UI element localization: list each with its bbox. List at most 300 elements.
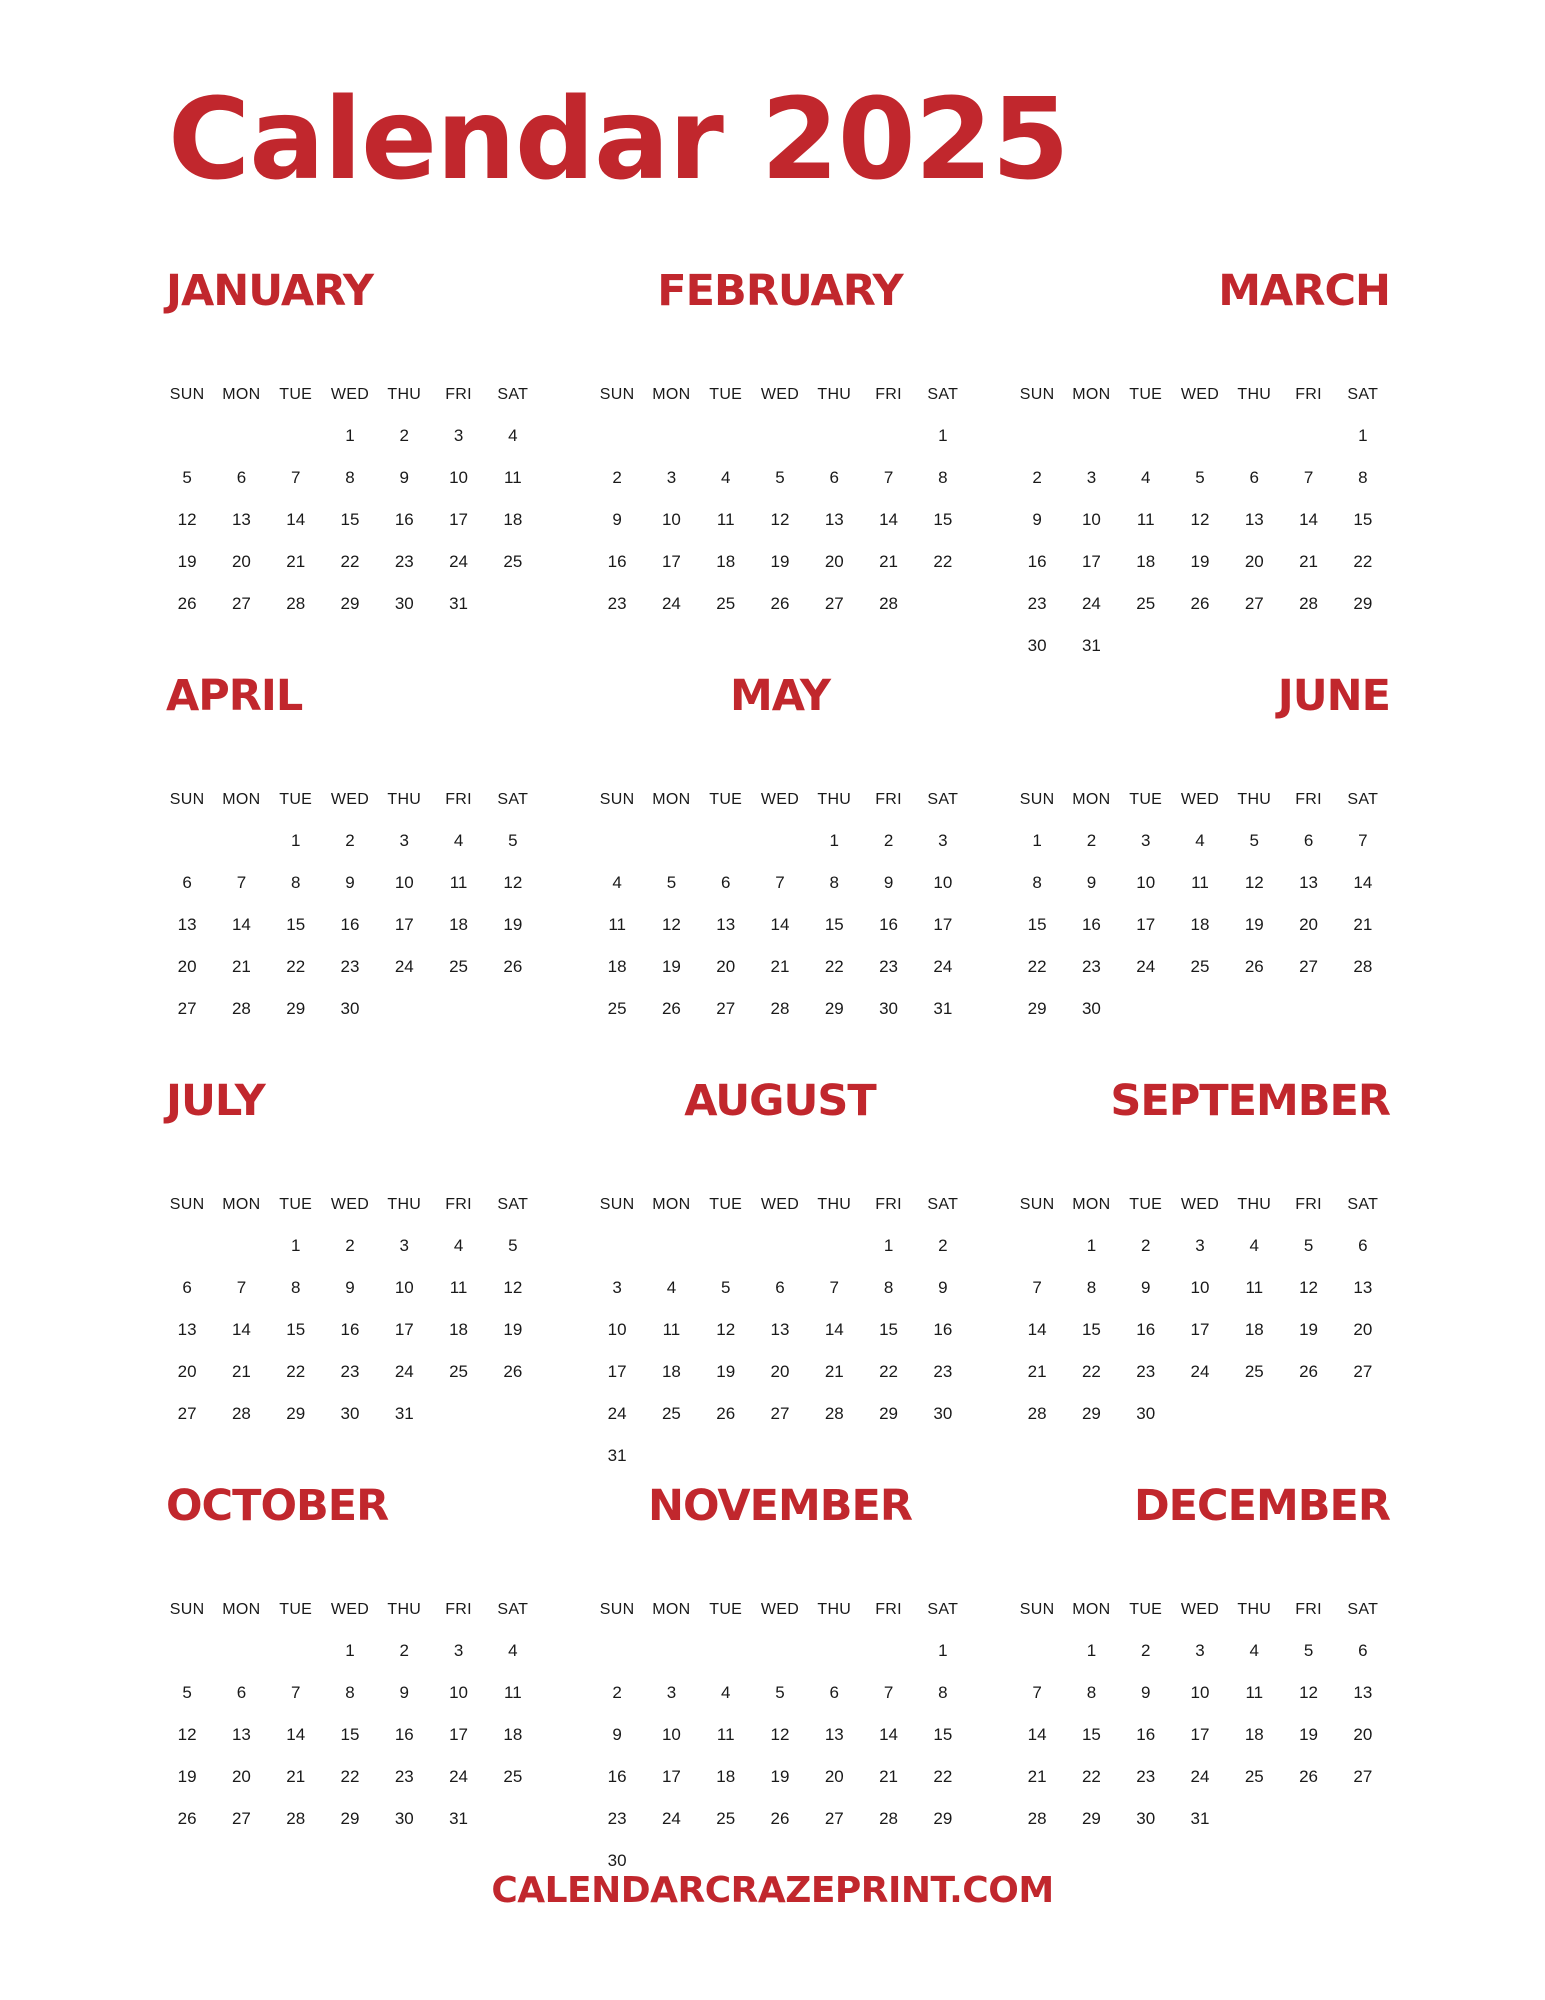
day-cell: 26 bbox=[503, 1362, 523, 1381]
weekday-header: SAT bbox=[497, 791, 529, 808]
day-cell: 15 bbox=[340, 1725, 360, 1744]
day-cell: 23 bbox=[340, 957, 360, 976]
month-name: AUGUST bbox=[684, 1076, 876, 1126]
day-cell: 9 bbox=[1032, 510, 1042, 529]
day-cell: 2 bbox=[612, 468, 622, 487]
weekday-header: THU bbox=[817, 791, 852, 808]
day-cell: 1 bbox=[345, 1641, 355, 1660]
weekday-header: FRI bbox=[1295, 1601, 1322, 1618]
day-cell: 2 bbox=[345, 831, 355, 850]
day-cell: 10 bbox=[1136, 873, 1156, 892]
day-cell: 17 bbox=[1136, 915, 1156, 934]
day-cell: 1 bbox=[883, 1236, 894, 1255]
day-cell: 4 bbox=[1249, 1641, 1260, 1660]
weekday-header: WED bbox=[1180, 1196, 1220, 1213]
day-cell: 27 bbox=[1353, 1362, 1373, 1381]
month-name: MAY bbox=[729, 671, 831, 721]
day-cell: 14 bbox=[1353, 873, 1373, 892]
day-cell: 10 bbox=[933, 873, 953, 892]
day-cell: 1 bbox=[290, 831, 301, 850]
month-name: JUNE bbox=[1277, 671, 1390, 721]
weekday-header: MON bbox=[652, 791, 691, 808]
day-cell: 15 bbox=[340, 510, 360, 529]
day-cell: 8 bbox=[829, 873, 840, 892]
day-cell: 16 bbox=[933, 1320, 953, 1339]
day-cell: 7 bbox=[1032, 1683, 1042, 1702]
day-cell: 20 bbox=[824, 552, 844, 571]
day-cell: 4 bbox=[453, 1236, 464, 1255]
day-cell: 31 bbox=[933, 999, 953, 1018]
day-cell: 19 bbox=[1244, 915, 1264, 934]
weekday-header: MON bbox=[1072, 1601, 1111, 1618]
day-cell: 30 bbox=[879, 999, 899, 1018]
weekday-header: FRI bbox=[1295, 791, 1322, 808]
day-cell: 5 bbox=[1195, 468, 1205, 487]
day-cell: 25 bbox=[449, 1362, 469, 1381]
weekday-header: FRI bbox=[875, 386, 902, 403]
day-cell: 22 bbox=[1027, 957, 1047, 976]
month-name: JULY bbox=[166, 1076, 265, 1126]
weekday-header: SUN bbox=[599, 1196, 635, 1213]
day-cell: 14 bbox=[824, 1320, 844, 1339]
day-cell: 12 bbox=[503, 873, 523, 892]
day-cell: 23 bbox=[1136, 1767, 1156, 1786]
day-cell: 12 bbox=[1190, 510, 1210, 529]
month-grid bbox=[160, 1185, 540, 1435]
weekday-header: SAT bbox=[497, 386, 529, 403]
day-cell: 10 bbox=[394, 1278, 414, 1297]
day-cell: 28 bbox=[1027, 1404, 1047, 1423]
day-cell: 29 bbox=[1353, 594, 1373, 613]
day-cell: 26 bbox=[661, 999, 681, 1018]
day-cell: 2 bbox=[1140, 1641, 1151, 1660]
day-cell: 12 bbox=[503, 1278, 523, 1297]
day-cell: 6 bbox=[182, 1278, 192, 1297]
day-cell: 28 bbox=[231, 1404, 251, 1423]
day-cell: 24 bbox=[607, 1404, 627, 1423]
weekday-header: THU bbox=[1237, 791, 1272, 808]
month-grid bbox=[1010, 1185, 1390, 1435]
day-cell: 15 bbox=[1027, 915, 1047, 934]
day-cell: 5 bbox=[182, 1683, 192, 1702]
weekday-header: SUN bbox=[1019, 1601, 1055, 1618]
weekday-header: SAT bbox=[927, 1601, 959, 1618]
weekday-header: THU bbox=[387, 791, 422, 808]
day-cell: 4 bbox=[508, 426, 518, 445]
day-cell: 8 bbox=[290, 873, 301, 892]
weekday-header: FRI bbox=[875, 1196, 902, 1213]
day-cell: 5 bbox=[182, 468, 192, 487]
day-cell: 15 bbox=[933, 510, 953, 529]
day-cell: 27 bbox=[824, 594, 844, 613]
month-name: DECEMBER bbox=[1133, 1481, 1390, 1531]
weekday-header: THU bbox=[817, 386, 852, 403]
day-cell: 5 bbox=[775, 1683, 785, 1702]
day-cell: 13 bbox=[770, 1320, 790, 1339]
day-cell: 21 bbox=[1027, 1767, 1047, 1786]
day-cell: 24 bbox=[1190, 1362, 1210, 1381]
day-cell: 29 bbox=[1027, 999, 1047, 1018]
day-cell: 31 bbox=[394, 1404, 414, 1423]
day-cell: 23 bbox=[394, 552, 414, 571]
day-cell: 28 bbox=[286, 594, 306, 613]
day-cell: 11 bbox=[608, 915, 626, 934]
day-cell: 7 bbox=[290, 468, 301, 487]
day-cell: 15 bbox=[1081, 1320, 1101, 1339]
weekday-header: SAT bbox=[497, 1601, 529, 1618]
day-cell: 18 bbox=[449, 915, 469, 934]
day-cell: 3 bbox=[612, 1278, 622, 1297]
day-cell: 17 bbox=[394, 915, 414, 934]
day-cell: 13 bbox=[177, 1320, 197, 1339]
day-cell: 22 bbox=[933, 1767, 953, 1786]
day-cell: 15 bbox=[286, 1320, 306, 1339]
day-cell: 20 bbox=[1353, 1725, 1373, 1744]
weekday-header: SUN bbox=[169, 386, 205, 403]
weekday-header: MON bbox=[652, 1601, 691, 1618]
day-cell: 23 bbox=[879, 957, 899, 976]
weekday-header: TUE bbox=[1129, 1196, 1163, 1213]
weekday-header: WED bbox=[760, 1601, 800, 1618]
day-cell: 5 bbox=[775, 468, 785, 487]
day-cell: 30 bbox=[1081, 999, 1101, 1018]
day-cell: 18 bbox=[1244, 1320, 1264, 1339]
day-cell: 2 bbox=[612, 1683, 622, 1702]
day-cell: 15 bbox=[824, 915, 844, 934]
day-cell: 25 bbox=[1244, 1362, 1264, 1381]
day-cell: 7 bbox=[1032, 1278, 1042, 1297]
day-cell: 19 bbox=[716, 1362, 736, 1381]
day-cell: 16 bbox=[879, 915, 899, 934]
weekday-header: MON bbox=[1072, 1196, 1111, 1213]
day-cell: 22 bbox=[1353, 552, 1373, 571]
day-cell: 27 bbox=[231, 1809, 251, 1828]
day-cell: 18 bbox=[1190, 915, 1210, 934]
day-cell: 21 bbox=[1299, 552, 1319, 571]
day-cell: 3 bbox=[453, 426, 464, 445]
day-cell: 25 bbox=[449, 957, 469, 976]
weekday-header: WED bbox=[760, 791, 800, 808]
day-cell: 26 bbox=[1190, 594, 1210, 613]
day-cell: 12 bbox=[1299, 1278, 1319, 1297]
day-cell: 29 bbox=[286, 999, 306, 1018]
day-cell: 2 bbox=[938, 1236, 948, 1255]
day-cell: 5 bbox=[1303, 1641, 1314, 1660]
day-cell: 13 bbox=[1244, 510, 1264, 529]
day-cell: 1 bbox=[345, 426, 355, 445]
day-cell: 30 bbox=[340, 999, 360, 1018]
weekday-header: SAT bbox=[927, 1196, 959, 1213]
day-cell: 11 bbox=[449, 873, 468, 892]
weekday-header: TUE bbox=[709, 791, 743, 808]
day-cell: 27 bbox=[1353, 1767, 1373, 1786]
day-cell: 16 bbox=[607, 552, 627, 571]
month-grid bbox=[590, 1590, 970, 1882]
day-cell: 16 bbox=[340, 1320, 360, 1339]
day-cell: 7 bbox=[883, 468, 894, 487]
day-cell: 30 bbox=[607, 1851, 627, 1870]
day-cell: 19 bbox=[661, 957, 681, 976]
month-november bbox=[590, 1481, 970, 1870]
weekday-header: SAT bbox=[927, 386, 959, 403]
day-cell: 12 bbox=[177, 510, 197, 529]
day-cell: 17 bbox=[933, 915, 953, 934]
day-cell: 26 bbox=[1299, 1362, 1319, 1381]
day-cell: 19 bbox=[503, 915, 523, 934]
day-cell: 18 bbox=[607, 957, 627, 976]
day-cell: 1 bbox=[1086, 1236, 1097, 1255]
day-cell: 24 bbox=[1136, 957, 1156, 976]
day-cell: 30 bbox=[1027, 636, 1047, 655]
day-cell: 31 bbox=[1081, 636, 1101, 655]
day-cell: 22 bbox=[824, 957, 844, 976]
day-cell: 12 bbox=[177, 1725, 197, 1744]
day-cell: 7 bbox=[775, 873, 785, 892]
day-cell: 1 bbox=[829, 831, 840, 850]
weekday-header: FRI bbox=[1295, 386, 1322, 403]
day-cell: 12 bbox=[1299, 1683, 1319, 1702]
day-cell: 4 bbox=[453, 831, 464, 850]
day-cell: 28 bbox=[879, 1809, 899, 1828]
day-cell: 23 bbox=[1081, 957, 1101, 976]
weekday-header: SAT bbox=[1347, 791, 1379, 808]
day-cell: 29 bbox=[1081, 1809, 1101, 1828]
day-cell: 5 bbox=[720, 1278, 731, 1297]
month-september bbox=[1010, 1076, 1390, 1423]
day-cell: 28 bbox=[1027, 1809, 1047, 1828]
weekday-header: MON bbox=[222, 1601, 261, 1618]
day-cell: 11 bbox=[716, 510, 735, 529]
day-cell: 17 bbox=[607, 1362, 627, 1381]
day-cell: 23 bbox=[607, 594, 627, 613]
weekday-header: MON bbox=[1072, 791, 1111, 808]
day-cell: 7 bbox=[1303, 468, 1314, 487]
day-cell: 12 bbox=[770, 510, 790, 529]
day-cell: 1 bbox=[1086, 1641, 1097, 1660]
weekday-header: THU bbox=[387, 386, 422, 403]
day-cell: 8 bbox=[345, 1683, 355, 1702]
day-cell: 17 bbox=[661, 552, 681, 571]
day-cell: 3 bbox=[453, 1641, 464, 1660]
month-january bbox=[160, 266, 540, 613]
day-cell: 3 bbox=[1195, 1236, 1205, 1255]
month-grid bbox=[1010, 780, 1390, 1030]
month-name: SEPTEMBER bbox=[1110, 1076, 1390, 1126]
month-december bbox=[1010, 1481, 1390, 1828]
weekday-header: TUE bbox=[279, 1601, 313, 1618]
day-cell: 10 bbox=[607, 1320, 627, 1339]
weekday-header: THU bbox=[1237, 386, 1272, 403]
day-cell: 4 bbox=[1249, 1236, 1260, 1255]
day-cell: 14 bbox=[770, 915, 790, 934]
day-cell: 6 bbox=[829, 1683, 840, 1702]
day-cell: 27 bbox=[177, 1404, 197, 1423]
day-cell: 21 bbox=[879, 1767, 899, 1786]
day-cell: 9 bbox=[345, 873, 355, 892]
day-cell: 6 bbox=[1303, 831, 1314, 850]
day-cell: 9 bbox=[345, 1278, 355, 1297]
day-cell: 3 bbox=[399, 831, 410, 850]
day-cell: 2 bbox=[1086, 831, 1097, 850]
month-april bbox=[160, 671, 540, 1018]
day-cell: 13 bbox=[824, 510, 844, 529]
month-july bbox=[160, 1076, 540, 1423]
day-cell: 22 bbox=[340, 552, 360, 571]
day-cell: 14 bbox=[1299, 510, 1319, 529]
weekday-header: MON bbox=[222, 791, 261, 808]
day-cell: 19 bbox=[1299, 1320, 1319, 1339]
day-cell: 14 bbox=[231, 915, 251, 934]
day-cell: 3 bbox=[666, 1683, 677, 1702]
month-march bbox=[1010, 266, 1390, 655]
day-cell: 14 bbox=[879, 510, 899, 529]
weekday-header: THU bbox=[387, 1601, 422, 1618]
month-name: NOVEMBER bbox=[647, 1481, 913, 1531]
day-cell: 21 bbox=[231, 1362, 251, 1381]
weekday-header: SUN bbox=[1019, 386, 1055, 403]
weekday-header: MON bbox=[222, 386, 261, 403]
day-cell: 18 bbox=[1136, 552, 1156, 571]
weekday-header: FRI bbox=[445, 386, 472, 403]
day-cell: 28 bbox=[770, 999, 790, 1018]
day-cell: 24 bbox=[394, 1362, 414, 1381]
day-cell: 25 bbox=[1190, 957, 1210, 976]
day-cell: 1 bbox=[938, 1641, 948, 1660]
day-cell: 26 bbox=[770, 1809, 790, 1828]
day-cell: 28 bbox=[231, 999, 251, 1018]
day-cell: 17 bbox=[661, 1767, 681, 1786]
day-cell: 9 bbox=[1140, 1683, 1151, 1702]
weekday-header: TUE bbox=[279, 1196, 313, 1213]
day-cell: 22 bbox=[286, 957, 306, 976]
month-grid bbox=[1010, 1590, 1390, 1840]
day-cell: 23 bbox=[394, 1767, 414, 1786]
weekday-header: TUE bbox=[1129, 1601, 1163, 1618]
weekday-header: TUE bbox=[709, 1196, 743, 1213]
day-cell: 27 bbox=[1299, 957, 1319, 976]
day-cell: 11 bbox=[1245, 1278, 1264, 1297]
day-cell: 14 bbox=[1027, 1725, 1047, 1744]
day-cell: 15 bbox=[879, 1320, 899, 1339]
day-cell: 17 bbox=[449, 1725, 469, 1744]
day-cell: 27 bbox=[824, 1809, 844, 1828]
weekday-header: WED bbox=[1180, 1601, 1220, 1618]
day-cell: 11 bbox=[504, 468, 522, 487]
month-june bbox=[1010, 671, 1390, 1018]
day-cell: 15 bbox=[286, 915, 306, 934]
day-cell: 26 bbox=[177, 1809, 197, 1828]
day-cell: 18 bbox=[661, 1362, 681, 1381]
weekday-header: TUE bbox=[279, 386, 313, 403]
weekday-header: SAT bbox=[1347, 1196, 1379, 1213]
day-cell: 17 bbox=[394, 1320, 414, 1339]
weekday-header: TUE bbox=[709, 1601, 743, 1618]
month-grid bbox=[1010, 375, 1390, 667]
day-cell: 4 bbox=[1140, 468, 1151, 487]
month-name: MARCH bbox=[1218, 266, 1390, 316]
month-grid bbox=[590, 780, 970, 1030]
weekday-header: SUN bbox=[1019, 791, 1055, 808]
day-cell: 25 bbox=[1136, 594, 1156, 613]
day-cell: 30 bbox=[394, 594, 414, 613]
day-cell: 18 bbox=[1244, 1725, 1264, 1744]
day-cell: 11 bbox=[662, 1320, 681, 1339]
day-cell: 16 bbox=[340, 915, 360, 934]
day-cell: 25 bbox=[716, 594, 736, 613]
weekday-header: TUE bbox=[1129, 386, 1163, 403]
month-february bbox=[590, 266, 970, 613]
day-cell: 20 bbox=[1244, 552, 1264, 571]
day-cell: 20 bbox=[770, 1362, 790, 1381]
day-cell: 3 bbox=[399, 1236, 410, 1255]
weekday-header: FRI bbox=[445, 791, 472, 808]
month-name: OCTOBER bbox=[166, 1481, 389, 1531]
day-cell: 18 bbox=[503, 1725, 523, 1744]
day-cell: 24 bbox=[394, 957, 414, 976]
day-cell: 12 bbox=[661, 915, 681, 934]
day-cell: 22 bbox=[933, 552, 953, 571]
day-cell: 19 bbox=[177, 1767, 197, 1786]
day-cell: 14 bbox=[231, 1320, 251, 1339]
day-cell: 26 bbox=[177, 594, 197, 613]
day-cell: 28 bbox=[824, 1404, 844, 1423]
day-cell: 3 bbox=[1140, 831, 1151, 850]
day-cell: 9 bbox=[1140, 1278, 1151, 1297]
day-cell: 24 bbox=[1190, 1767, 1210, 1786]
day-cell: 31 bbox=[449, 1809, 469, 1828]
day-cell: 8 bbox=[1358, 468, 1368, 487]
day-cell: 9 bbox=[938, 1278, 948, 1297]
day-cell: 27 bbox=[716, 999, 736, 1018]
day-cell: 22 bbox=[286, 1362, 306, 1381]
day-cell: 27 bbox=[1244, 594, 1264, 613]
day-cell: 19 bbox=[1299, 1725, 1319, 1744]
day-cell: 25 bbox=[661, 1404, 681, 1423]
weekday-header: TUE bbox=[279, 791, 313, 808]
day-cell: 19 bbox=[770, 1767, 790, 1786]
day-cell: 3 bbox=[1086, 468, 1097, 487]
day-cell: 6 bbox=[775, 1278, 785, 1297]
day-cell: 25 bbox=[503, 552, 523, 571]
day-cell: 27 bbox=[177, 999, 197, 1018]
day-cell: 30 bbox=[1136, 1809, 1156, 1828]
day-cell: 16 bbox=[394, 510, 414, 529]
weekday-header: WED bbox=[330, 791, 370, 808]
day-cell: 11 bbox=[449, 1278, 468, 1297]
day-cell: 11 bbox=[1191, 873, 1209, 892]
day-cell: 31 bbox=[449, 594, 469, 613]
day-cell: 21 bbox=[879, 552, 899, 571]
day-cell: 10 bbox=[1081, 510, 1101, 529]
day-cell: 23 bbox=[340, 1362, 360, 1381]
day-cell: 22 bbox=[1081, 1362, 1101, 1381]
day-cell: 16 bbox=[1027, 552, 1047, 571]
day-cell: 13 bbox=[231, 510, 251, 529]
day-cell: 10 bbox=[661, 510, 681, 529]
day-cell: 30 bbox=[340, 1404, 360, 1423]
day-cell: 16 bbox=[1136, 1320, 1156, 1339]
day-cell: 13 bbox=[1299, 873, 1319, 892]
day-cell: 13 bbox=[716, 915, 736, 934]
weekday-header: SUN bbox=[599, 386, 635, 403]
day-cell: 8 bbox=[883, 1278, 894, 1297]
day-cell: 2 bbox=[1032, 468, 1042, 487]
day-cell: 3 bbox=[938, 831, 948, 850]
month-grid bbox=[590, 375, 970, 625]
day-cell: 16 bbox=[1136, 1725, 1156, 1744]
day-cell: 6 bbox=[182, 873, 192, 892]
day-cell: 20 bbox=[231, 1767, 251, 1786]
